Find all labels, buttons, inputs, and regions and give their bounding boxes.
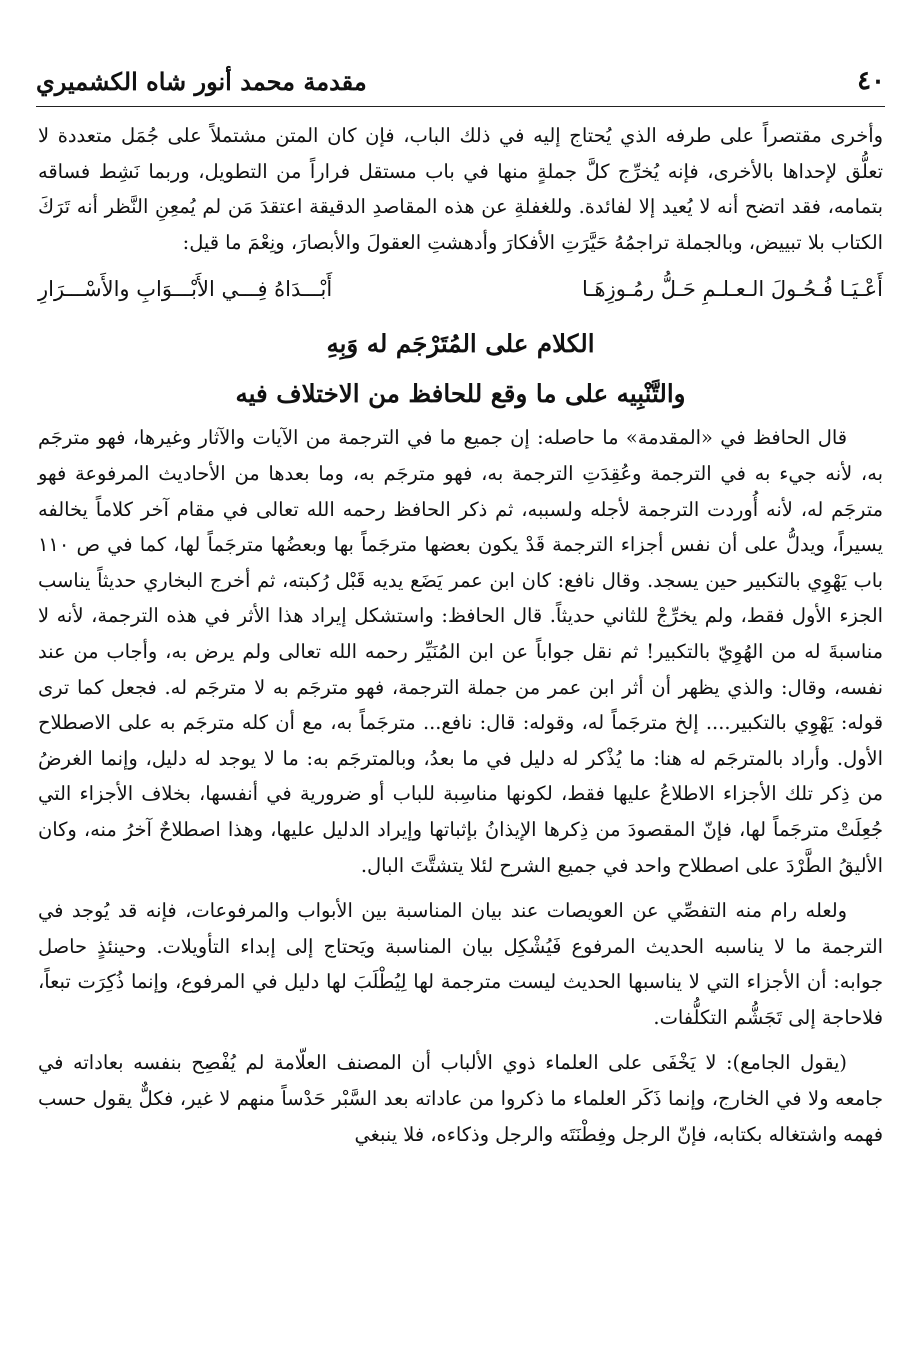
- section-heading-line1: الكلام على المُتَرْجَم له وَبِهِ: [326, 329, 595, 359]
- verse-second-hemistich: أَبْـــدَاهُ فِـــي الأَبْـــوَابِ والأَسْـــرَارِ: [38, 277, 333, 302]
- page-body: [38, 118, 883, 1152]
- body-paragraph: (يقول الجامع): لا يَخْفَى على العلماء ذوي الألباب أن المصنف العلّامة لم يُفْصِح بنفسه بعاداته في جامعه ولا في الخارج، وإنما ذَكَر العلماء ما ذكروا من عاداته بعد السَّبْر حَدْساً منهم لا غير، فكلٌّ يقول حسب فهمه واشتغاله بكتابه، فإنّ الرجل وفِطْنَتَه والرجل وذكاءه، فلا ينبغي: [38, 1051, 883, 1146]
- intro-paragraph: وأخرى مقتصراً على طرفه الذي يُحتاج إليه في ذلك الباب، فإن كان المتن مشتملاً على جُمَل متعددة لا تعلُّق لإحداها بالأخرى، فإنه يُخرِّج كلَّ جملةٍ منها في باب مستقل فراراً من التطويل، وربما نَشِط فساقه بتمامه، فقد اتضح أنه لا يُعيد إلا لفائدة. وللغفلةِ عن هذه المقاصدِ الدقيقة اعتقدَ مَن لم يُمعِنِ النَّظر أنه تَرَكَ الكتاب بلا تبييض، وبالجملة تراجمُهُ حَيَّرَتِ الأفكارَ وأدهشتِ العقولَ والأبصارَ، ونِعْمَ ما قيل:: [38, 124, 883, 254]
- verse-first-hemistich: أَعْـيَـا فُـحُـولَ الـعـلـمِ حَـلُّ رمُـوزِهَـا: [581, 277, 883, 302]
- poetry-verse: [38, 266, 883, 312]
- section-heading-line2: والتَّنْبِيه على ما وقع للحافظ من الاختلاف فيه: [235, 379, 686, 409]
- body-paragraph: ولعله رام منه التفصِّي عن العويصات عند بيان المناسبة بين الأبواب والمرفوعات، فإنه قد يُوجد في الترجمة ما لا يناسبه الحديث المرفوع فَيُشْكِل بيان المناسبة ويَحتاج إلى إبداء التأويلات. وحينئذٍ حاصل جوابه: أن الأجزاء التي لا يناسبها الحديث ليست مترجمة لها لِيُطْلَبَ لها دليل في المرفوع، وإنما ذُكِرَت تبعاً، فلاحاجة إلى تَجَشُّم التكلُّفات.: [38, 899, 883, 1029]
- page-number: ٤٠: [857, 66, 885, 96]
- header-rule: [36, 106, 885, 107]
- page-header: [36, 56, 885, 106]
- body-paragraph: قال الحافظ في «المقدمة» ما حاصله: إن جميع ما في الترجمة من الآيات والآثار وغيرها، فهو مترجَم به، لأنه جيء به في الترجمة وعُقِدَتِ الترجمة به، فهو مترجَم به، وما بعدها من الأحاديث المرفوعة فهو مترجَم له، لأنه أُوردت الترجمة لأجله ولسببه، ثم ذكر الحافظ رحمه الله تعالى في مقام آخر كلاماً يخالفه يسيراً، ويدلُّ على أن نفس أجزاء الترجمة قَدْ يكون بعضها مترجَماً بها وبعضُها مترجَماً لها، كما في ص ١١٠ باب يَهْوِي بالتكبير حين يسجد. وقال نافع: كان ابن عمر يَضَع يديه قَبْل رُكبته، ثم أخرج البخاري حديثاً يناسب الجزء الأول فقط، ولم يخرِّجْ للثاني حديثاً. قال الحافظ: واستشكل إيراد هذا الأثر في هذه الترجمة، لأنه لا مناسبةَ له من الهُوِيّ بالتكبير! ثم نقل جواباً عن ابن المُنَيِّر رحمه الله تعالى ولم يرض به، وأجاب من عند نفسه، وقال: والذي يظهر أن أثر ابن عمر من جملة الترجمة، فهو مترجَم به لا مترجَم له. فجعل كما ترى قوله: يَهْوِي بالتكبير.... إلخ مترجَماً له، وقوله: قال: نافع... مترجَماً به، مع أن كله مترجَم به على الاصطلاح الأول. وأراد بالمترجَم له هنا: ما يُذْكر له دليل في ما بعدُ، وبالمترجَم به: ما لا يوجد له دليل، وإنما الغرضُ من ذِكر تلك الأجزاء الاطلاعُ عليها فقط، لكونها مناسِبة للباب أو ضرورية في أنفسها، بخلاف الأجزاء التي جُعِلَتْ مترجَماً لها، فإنّ المقصودَ من ذِكرها الإيذانُ بإثباتها وإيراد الدليل عليها، وهذا اصطلاحٌ آخرُ منه، وكان الأليقُ الطَّرْدَ على اصطلاح واحد في جميع الشرح لئلا يتشتَّتَ البال.: [38, 426, 883, 877]
- running-title: مقدمة محمد أنور شاه الكشميري: [36, 66, 367, 96]
